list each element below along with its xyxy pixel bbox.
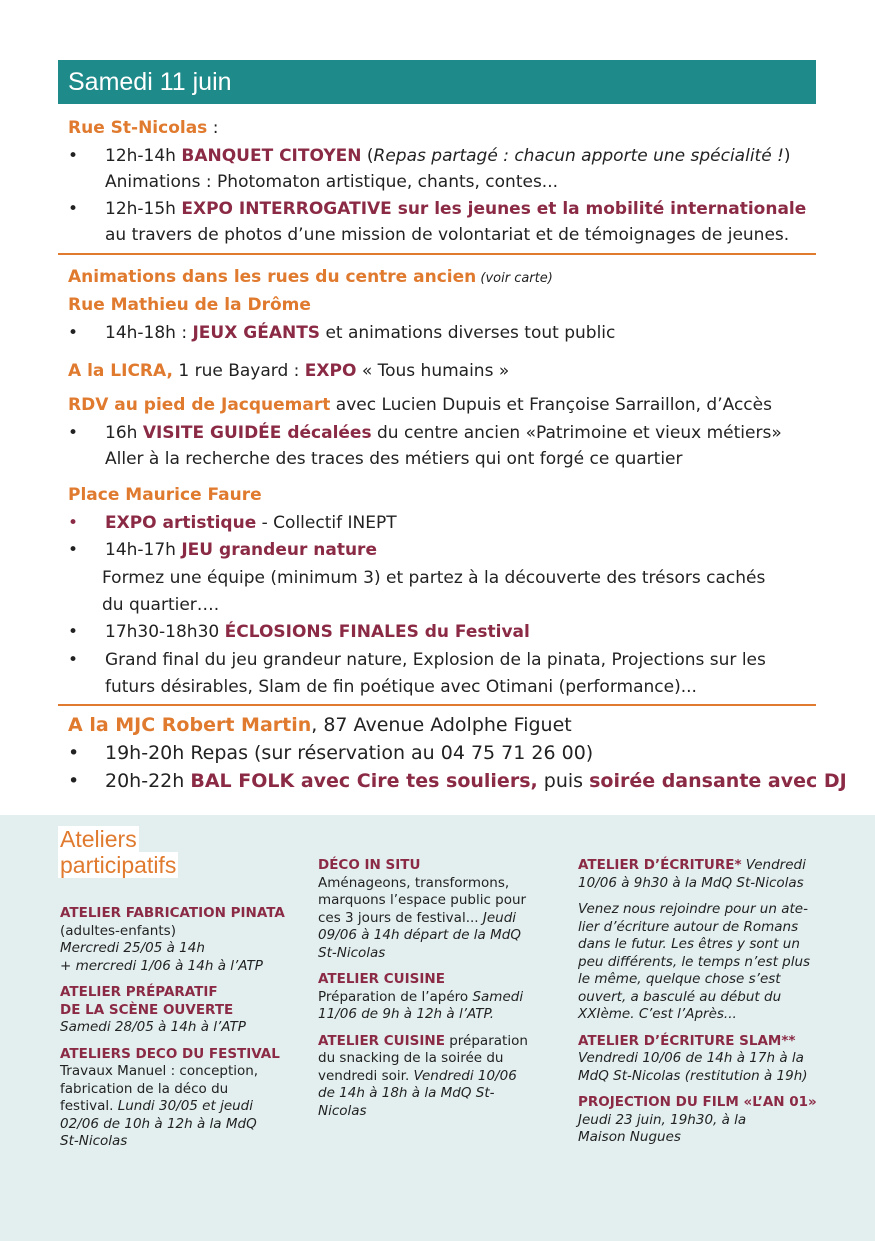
atelier-description: dans le futur. Les êtres y sont un	[578, 936, 800, 952]
atelier-date: + mercredi 1/06 à 14h à l’ATP	[60, 957, 263, 974]
spacer	[318, 1024, 558, 1033]
event-line: futurs désirables, Slam de fin poétique avec Otimani (performance)...	[105, 677, 697, 697]
atelier-text: Travaux Manuel : conception,	[60, 1063, 259, 1079]
atelier-text: préparation	[444, 1032, 528, 1049]
event-title: VISITE GUIDÉE décalées	[142, 423, 372, 443]
place-label: Rue Mathieu de la Drôme	[68, 295, 311, 315]
atelier-date: Nicolas	[318, 1102, 367, 1119]
guides: avec Lucien Dupuis et Françoise Sarraillon, d’Accès	[330, 395, 772, 415]
event-line: Animations : Photomaton artistique, chants, contes...	[105, 172, 559, 192]
event-desc: du centre ancien «Patrimoine et vieux métiers»	[371, 423, 782, 443]
atelier-date: Samedi	[472, 988, 524, 1005]
event-time: 14h-17h	[105, 540, 182, 560]
bullet: •	[68, 199, 79, 219]
event-title: EXPO INTERROGATIVE sur les jeunes et la mobilité internationale	[181, 199, 807, 219]
day-header-bar	[58, 60, 816, 104]
atelier-heading: DÉCO IN SITU	[318, 857, 421, 873]
spacer	[578, 1024, 818, 1033]
event-time: 20h-22h	[105, 770, 191, 792]
atelier-heading: ATELIER D’ÉCRITURE*	[578, 857, 742, 873]
event-note: Repas partagé : chacun apporte une spécialité !	[373, 146, 784, 166]
bullet: •	[68, 770, 80, 792]
event-line: Aller à la recherche des traces des métiers qui ont forgé ce quartier	[105, 449, 683, 469]
atelier-date: Vendredi	[741, 857, 806, 873]
event-title: JEUX GÉANTS	[192, 323, 321, 343]
ateliers-column-2	[318, 857, 558, 1120]
event-title: EXPO	[304, 361, 357, 381]
place-mjc	[68, 714, 572, 736]
atelier-heading: DE LA SCÈNE OUVERTE	[60, 1001, 234, 1018]
section-animations	[68, 266, 553, 290]
event-title: EXPO artistique	[105, 513, 257, 533]
section-divider	[58, 253, 816, 255]
atelier-description: Venez nous rejoindre pour un ate-	[578, 901, 808, 917]
atelier-date: Lundi 30/05 et jeudi	[117, 1098, 253, 1114]
atelier-description: XXIème. C’est l’Après...	[578, 1006, 737, 1022]
atelier-text: marquons l’espace public pour	[318, 892, 527, 908]
atelier-date: Maison Nugues	[578, 1129, 681, 1145]
event-time: 12h-14h	[105, 146, 182, 166]
atelier-date: 11/06 de 9h à 12h à l’ATP.	[318, 1006, 495, 1022]
event-jeu-grandeur-nature	[105, 539, 377, 561]
bullet: •	[68, 540, 79, 560]
event-repas: 19h-20h Repas (sur réservation au 04 75 71 26 00)	[105, 742, 594, 764]
place-label: A la LICRA,	[68, 361, 173, 381]
spacer	[318, 962, 558, 971]
atelier-date: 09/06 à 14h départ de la MdQ	[318, 927, 521, 943]
connector: puis	[537, 770, 590, 792]
spacer	[578, 892, 818, 901]
place-label: A la MJC Robert Martin	[68, 714, 312, 736]
bullet: •	[68, 622, 79, 642]
atelier-description: ouvert, a basculé au début du	[578, 988, 782, 1005]
address: 1 rue Bayard :	[172, 361, 305, 381]
bullet: •	[68, 323, 79, 343]
address: , 87 Avenue Adolphe Figuet	[311, 714, 572, 736]
atelier-description: lier d’écriture autour de Romans	[578, 918, 799, 935]
atelier-date: Vendredi 10/06	[413, 1067, 517, 1084]
atelier-date: Mercredi 25/05 à 14h	[60, 940, 205, 956]
atelier-date: Samedi 28/05 à 14h à l’ATP	[60, 1019, 246, 1035]
event-title: soirée dansante avec DJ	[589, 770, 847, 792]
bullet: •	[68, 742, 80, 764]
atelier-date: Jeudi 23 juin, 19h30, à la	[578, 1111, 747, 1128]
atelier-description: le même, quelque chose s’est	[578, 971, 781, 987]
event-time: 17h30-18h30	[105, 622, 225, 642]
atelier-text: vendredi soir.	[318, 1067, 414, 1084]
title-line: participatifs	[60, 852, 177, 878]
place-maurice-faure	[68, 484, 262, 506]
atelier-text: fabrication de la déco du	[60, 1080, 229, 1097]
atelier-heading: ATELIER FABRICATION PINATA	[60, 905, 285, 921]
event-time: 14h-18h :	[105, 323, 193, 343]
atelier-date: Vendredi 10/06 de 14h à 17h à la	[578, 1050, 804, 1066]
atelier-heading: ATELIER CUISINE	[318, 1032, 445, 1049]
place-label: Rue St-Nicolas	[68, 118, 208, 138]
atelier-heading: ATELIER CUISINE	[318, 971, 445, 987]
event-expo-interrogative	[105, 198, 806, 220]
atelier-date: de 14h à 18h à la MdQ St-	[318, 1085, 495, 1101]
map-note: (voir carte)	[476, 271, 553, 286]
event-time: 12h-15h	[105, 199, 182, 219]
section-divider	[58, 704, 816, 706]
event-title: JEU grandeur nature	[181, 540, 377, 560]
atelier-date: St-Nicolas	[318, 944, 386, 961]
paren-close: )	[783, 146, 791, 166]
place-jacquemart	[68, 394, 772, 416]
day-title: Samedi 11 juin	[68, 68, 232, 96]
event-bal-folk	[105, 770, 847, 792]
atelier-heading: ATELIERS DECO DU FESTIVAL	[60, 1045, 280, 1062]
atelier-heading: ATELIER D’ÉCRITURE SLAM**	[578, 1032, 796, 1049]
event-desc: et animations diverses tout public	[320, 323, 616, 343]
ateliers-title	[58, 826, 178, 878]
event-banquet	[105, 145, 791, 167]
place-label: RDV au pied de Jacquemart	[68, 395, 331, 415]
event-expo-artistique	[105, 512, 397, 534]
place-licra	[68, 360, 509, 382]
atelier-date: MdQ St-Nicolas (restitution à 19h)	[578, 1067, 808, 1084]
atelier-heading: ATELIER PRÉPARATIF	[60, 984, 218, 1000]
bullet: •	[68, 423, 79, 443]
atelier-description: peu différents, le temps n’est plus	[578, 953, 811, 970]
bullet: •	[68, 650, 79, 670]
event-title: ÉCLOSIONS FINALES du Festival	[224, 622, 530, 642]
ateliers-column-3	[578, 857, 818, 1147]
event-eclosions-finales	[105, 621, 530, 643]
event-title: BAL FOLK avec Cire tes souliers,	[190, 770, 538, 792]
event-line: au travers de photos d’une mission de volontariat et de témoignages de jeunes.	[105, 225, 790, 245]
section-heading: Animations dans les rues du centre ancien	[68, 267, 477, 287]
spacer	[60, 1037, 290, 1046]
atelier-heading: PROJECTION DU FILM «L’AN 01»	[578, 1094, 817, 1110]
event-title: BANQUET CITOYEN	[181, 146, 362, 166]
atelier-date: St-Nicolas	[60, 1133, 128, 1149]
spacer	[578, 1085, 818, 1094]
atelier-text: (adultes-enfants)	[60, 922, 176, 939]
atelier-date: Jeudi	[482, 909, 517, 926]
event-time: 16h	[105, 423, 143, 443]
atelier-date: 02/06 de 10h à 12h à la MdQ	[60, 1115, 257, 1132]
event-line: du quartier….	[102, 595, 220, 615]
atelier-text: Préparation de l’apéro	[318, 988, 473, 1005]
atelier-text: Aménageons, transformons,	[318, 874, 510, 891]
ateliers-column-1	[60, 905, 290, 1151]
event-line: Grand final du jeu grandeur nature, Explosion de la pinata, Projections sur les	[105, 650, 766, 670]
event-visite-guidee	[105, 422, 782, 444]
place-mathieu	[68, 294, 311, 316]
bullet: •	[68, 146, 79, 166]
atelier-text: ces 3 jours de festival...	[318, 909, 483, 926]
event-line: Formez une équipe (minimum 3) et partez à la découverte des trésors cachés	[102, 568, 766, 588]
atelier-text: du snacking de la soirée du	[318, 1050, 504, 1066]
event-jeux-geants	[105, 322, 615, 344]
colon-text: :	[207, 118, 219, 138]
atelier-date: 10/06 à 9h30 à la MdQ St-Nicolas	[578, 874, 804, 891]
atelier-text: festival.	[60, 1098, 118, 1114]
event-desc: - Collectif INEPT	[256, 513, 397, 533]
place-label: Place Maurice Faure	[68, 485, 262, 505]
paren-open: (	[361, 146, 374, 166]
event-desc: « Tous humains »	[356, 361, 510, 381]
section-rue-st-nicolas	[68, 117, 218, 139]
bullet: •	[68, 513, 79, 533]
spacer	[60, 975, 290, 984]
title-line: Ateliers	[60, 826, 137, 852]
